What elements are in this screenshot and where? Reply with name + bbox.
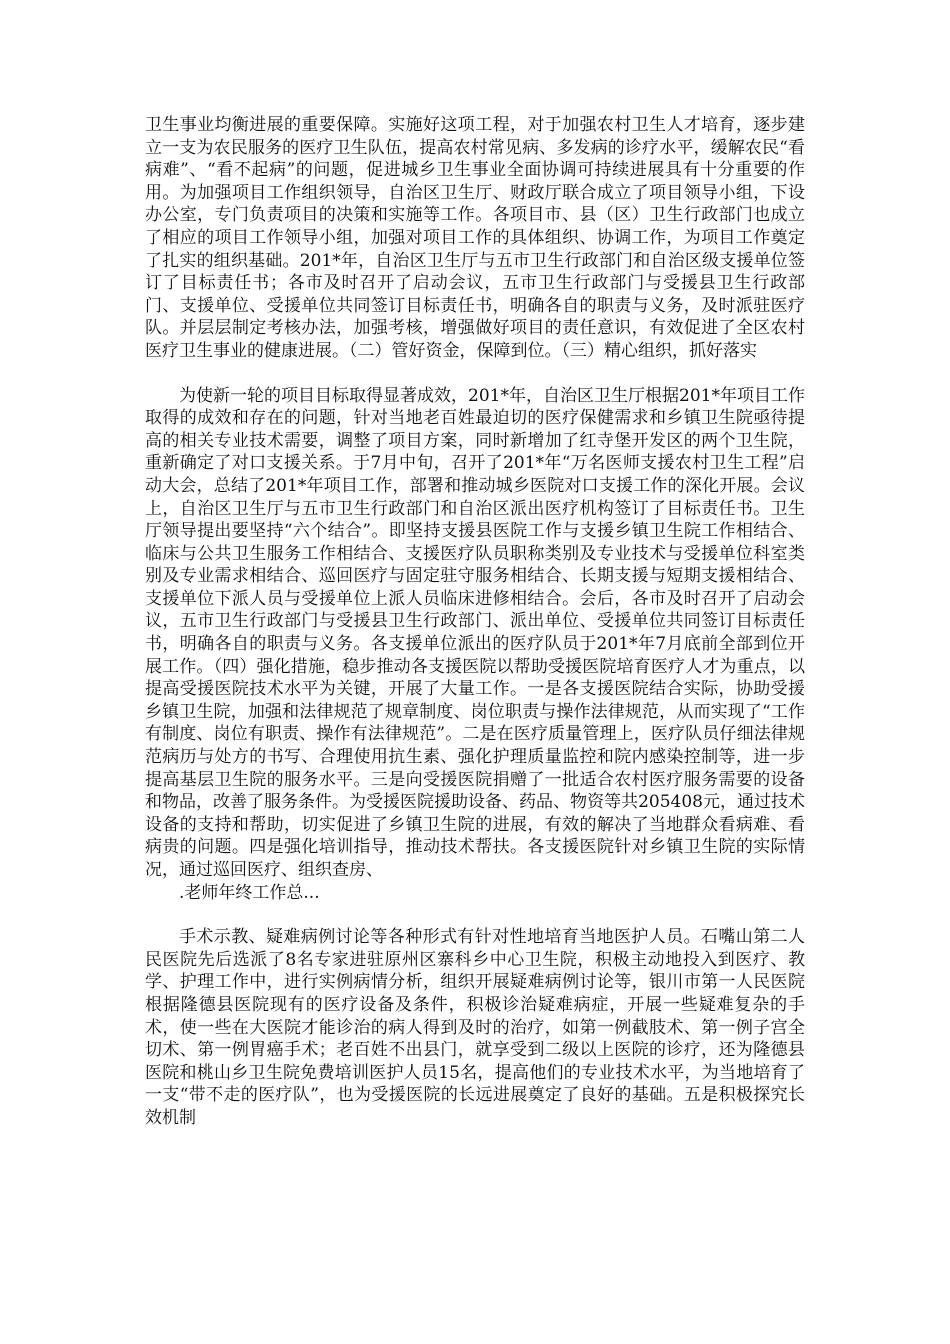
paragraph-project-adjustment: 为使新一轮的项目目标取得显著成效，201*年，自治区卫生厅根据201*年项目工作取得的成效和存在的问题，针对当地老百姓最迫切的医疗保健需求和乡镇卫生院亟待提高的相关专业技术需要，调整了项目方案，同时新增加了红寺堡开发区的两个卫生院，重新确定了对口支援关系。于7月中旬，召开了201*年“万名医师支援农村卫生工程”启动大会，总结了201*年项目工作，部署和推动城乡医院对口支援工作的深化开展。会议上，自治区卫生厅与五市卫生行政部门和自治区派出医疗机构签订了目标责任书。卫生厅领导提出要坚持“六个结合”。即坚持支援县医院工作与支援乡镇卫生院工作相结合、临床与公共卫生服务工作相结合、支援医疗队员职称类别及专业技术与受援单位科室类别及专业需求相结合、巡回医疗与固定驻守服务相结合、长期支援与短期支援相结合、支援单位下派人员与受援单位上派人员临床进修相结合。会后，各市及时召开了启动会议，五市卫生行政部门与受援县卫生行政部门、派出单位、受援单位共同签订目标责任书，明确各自的职责与义务。各支援单位派出的医疗队员于201*年7月底前全部到位开展工作。（四）强化措施，稳步推动各支援医院以帮助受援医院培育医疗人才为重点，以提高受援医院技术水平为关键，开展了大量工作。一是各支援医院结合实际，协助受援乡镇卫生院，加强和法律规范了规章制度、岗位职责与操作法律规范，从而实现了“工作有制度、岗位有职责、操作有法律规范”。二是在医疗质量管理上，医疗队员仔细法律规范病历与处方的书写、合理使用抗生素、强化护理质量监控和院内感染控制等，进一步提高基层卫生院的服务水平。三是向受援医院捐赠了一批适合农村医疗服务需要的设备和物品，改善了服务条件。为受援医院援助设备、药品、物资等共205408元，通过技术设备的支持和帮助，切实促进了乡镇卫生院的进展，有效的解决了当地群众看病难、看病贵的问题。四是强化培训指导，推动技术帮扶。各支援医院针对乡镇卫生院的实际情况，通过巡回医疗、组织查房、 (145, 385, 805, 880)
paragraph-training: 手术示教、疑难病例讨论等各种形式有针对性地培育当地医护人员。石嘴山第二人民医院先后选派了8名专家进驻原州区寨科乡中心卫生院，积极主动地投入到医疗、教学、护理工作中，进行实例病情分析，组织开展疑难病例讨论等，银川市第一人民医院根据隆德县医院现有的医疗设备及条件，积极诊治疑难病症，开展一些疑难复杂的手术，使一些在大医院才能诊治的病人得到及时的治疗，如第一例截肢术、第一例子宫全切术、第一例胃癌手术；老百姓不出县门，就享受到二级以上医院的诊疗，还为隆德县医院和桃山乡卫生院免费培训医护人员15名，提高他们的专业技术水平，为当地培育了一支“带不走的医疗队”，也为受援医院的长远进展奠定了良好的基础。五是积极探究长效机制 (145, 927, 805, 1128)
document-body (145, 114, 805, 1130)
paragraph-continued: 卫生事业均衡进展的重要保障。实施好这项工程，对于加强农村卫生人才培育，逐步建立一支为农民服务的医疗卫生队伍，提高农村常见病、多发病的诊疗水平，缓解农民“看病难”、“看不起病”的问题，促进城乡卫生事业全面协调可持续进展具有十分重要的作用。为加强项目工作组织领导，自治区卫生厅、财政厅联合成立了项目领导小组，下设办公室，专门负责项目的决策和实施等工作。各项目市、县（区）卫生行政部门也成立了相应的项目工作领导小组，加强对项目工作的具体组织、协调工作，为项目工作奠定了扎实的组织基础。201*年，自治区卫生厅与五市卫生行政部门和自治区级支援单位签订了目标责任书；各市及时召开了启动会议，五市卫生行政部门与受援县卫生行政部门、支援单位、受援单位共同签订目标责任书，明确各自的职责与义务，及时派驻医疗队。并层层制定考核办法，加强考核，增强做好项目的责任意识，有效促进了全区农村医疗卫生事业的健康进展。（二）管好资金，保障到位。（三）精心组织，抓好落实 (145, 115, 805, 361)
section-heading: .老师年终工作总... (179, 882, 320, 903)
